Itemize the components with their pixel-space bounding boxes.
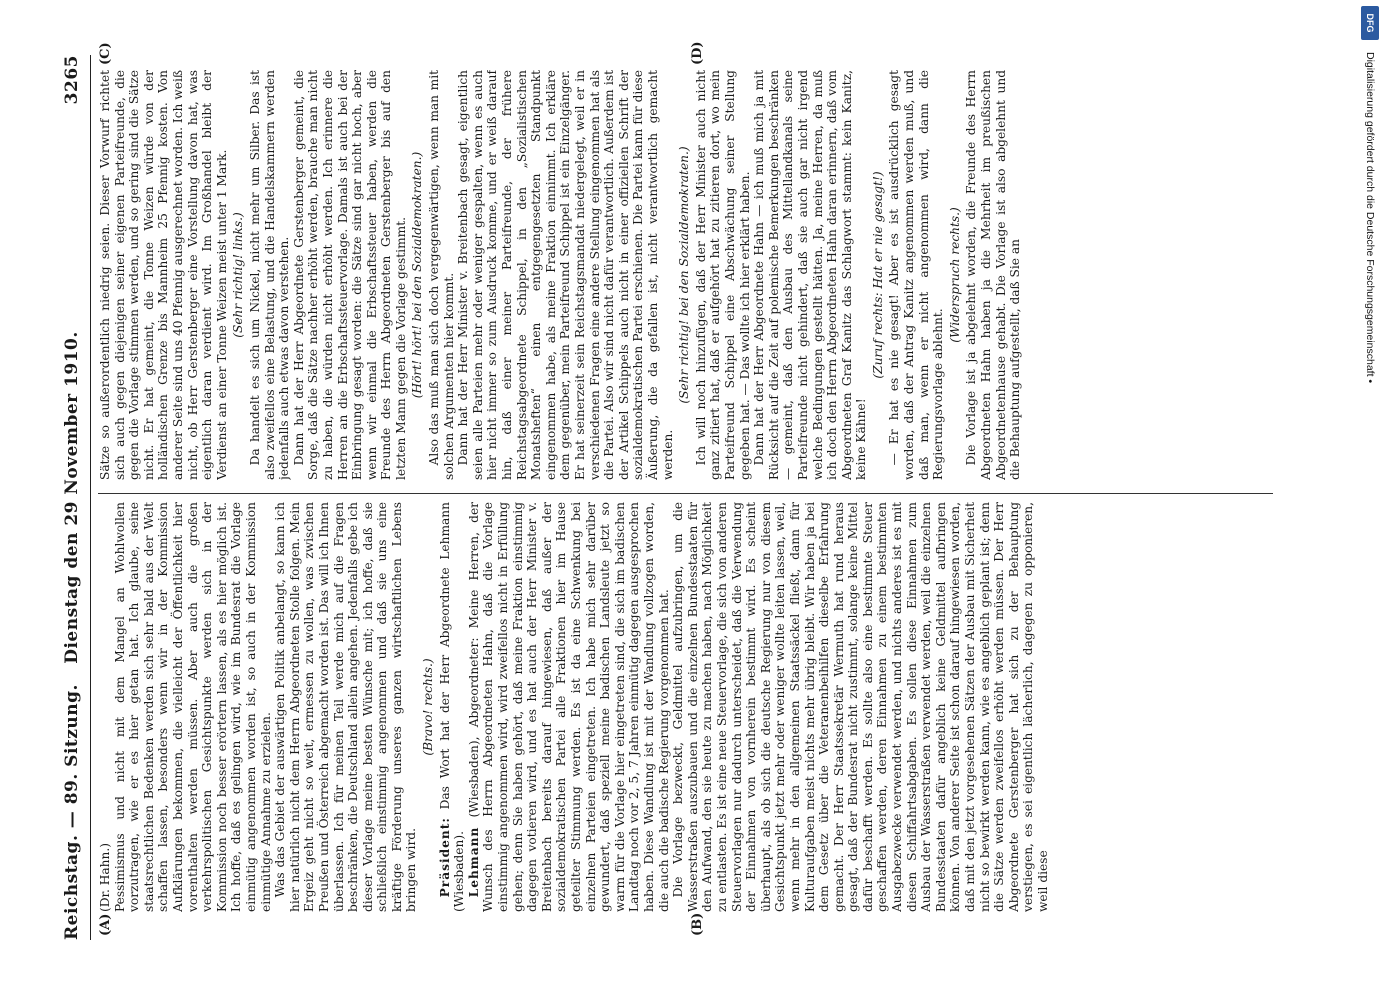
paragraph: Was das Gebiet der auswärtigen Politik anbelangt, so kann ich hier natürlich nicht dem Herrn Abgeordneten Stolle folgen. Mein Ergeiz geht nicht so weit, ermessen zu wollen, was zwischen Preußen und Österreich abgemacht worden ist. Das will ich Ihnen überlassen. Ich für meinen Teil werde mich auf die Fragen beschränken, die Deutschland allein angehen. Jedenfalls gebe ich dieser Vorlage meine besten Wünsche mit; ich hoffe, daß sie schließlich einstimmig angenommen und daß sie uns eine kräftige Förderung unseres ganzen wirtschaftlichen Lebens bringen wird. [273, 502, 419, 912]
interjection: (Hört! hört! bei den Sozialdemokraten.) [410, 151, 425, 399]
paragraph: Die Vorlage ist ja abgelehnt worden, die Freunde des Herrn Abgeordneten Hahn haben ja die Mehrheit im preußischen Abgeordnetenhause gehabt. Die Vorlage ist also abgelehnt und die Behauptung aufgestellt, daß Sie an [964, 70, 1023, 480]
paragraph: Dann hat der Herr Minister v. Breitenbach gesagt, eigentlich seien alle Parteien mehr oder weniger gespalten, wenn es auch hier nicht immer so zum Ausdruck komme, und er weiß darauf hin, daß einer meiner Parteifreunde, der frühere Reichstagsabgeordnete Schippel, in den „Sozialistischen Monatsheften“ einen entgegengesetzten Standpunkt eingenommen habe, als meine Fraktion einnimmt. Ich erkläre dem gegenüber, mein Parteifreund Schippel ist ein Einzelgänger. Er hat seinerzeit sein Reichstagsmandat niedergelegt, weil er in verschiedenen Fragen eine andere Stellung eingenommen hat als die Partei. Also wir sind nicht dafür verantwortlich. Außerdem ist der Artikel Schippels auch nicht in einer offiziellen Schrift der sozialdemokratischen Partei erschienen. Die Partei kann für diese Äußerung, die da gefallen ist, nicht verantwortlich gemacht werden. [456, 70, 675, 480]
header-session: Reichstag. — 89. Sitzung. [62, 684, 82, 940]
president-text: Das Wort hat der Herr Abgeordnete Lehmann (Wiesbaden). [437, 502, 467, 912]
marker-a: (A) [98, 913, 113, 936]
left-column [98, 502, 1273, 912]
paragraph: — Er hat es nie gesagt! Aber es ist ausdrücklich gesagt worden, daß der Antrag Kanitz angenommen werden muß, und daß man, wenn er nicht angenommen wird, dann die Regierungsvorlage ablehnt. [887, 70, 946, 480]
paragraph: Dann hat der Herr Abgeordnete Hahn — ich muß mich ja mit Rücksicht auf die Zeit auf polemische Bemerkungen beschränken — gemeint, daß den Ausbau des Mittellandkanals seine Parteifreunde nicht gehindert, daß sie auch gar nicht irgend welche Bedingungen gestellt hätten. Ja, meine Herren, da muß ich doch den Herrn Abgeordneten Hahn daran erinnern, daß vom Abgeordneten Graf Kanitz das Schlagwort stammt: kein Kanitz, keine Kähne! [752, 70, 869, 480]
column-divider [98, 493, 1273, 494]
digitization-credit: Digitalisierung gefördert durch die Deutsche Forschungsgemeinschaft • [1364, 52, 1376, 384]
marker-b: (B) [690, 912, 705, 936]
right-column [98, 70, 1273, 480]
marker-d: (D) [690, 41, 705, 65]
speech-text: (Wiesbaden), Abgeordneter: Meine Herren, der Wunsch des Herrn Abgeordneten Hahn, daß die Vorlage einstimmig angenommen wird, wird zweifellos nicht in Erfüllung gehen; denn Sie haben gehört, daß meine Fraktion einstimmig dagegen votieren wird, und es hat auch der Herr Minister v. Breitenbach bereits darauf hingewiesen, daß außer der sozialdemokratischen Partei alle Fraktionen hier im Hause geteilter Stimmung werden. Es ist da eine Schwenkung bei einzelnen Parteien eingetreten. Ich habe mich sehr darüber gewundert, daß speziell meine badischen Landsleute jetzt so warm für die Vorlage hier eingetreten sind, die sich im badischen Landtag noch vor 2, 5, 7 Jahren einmütig dagegen ausgesprochen haben. Diese Wandlung ist mit der Wandlung vollzogen worden, die auch die badische Regierung vorgenommen hat. [466, 502, 671, 912]
dfg-credit-sidebar [1357, 0, 1383, 1000]
paragraph: Pessimismus und nicht mit dem Mangel an Wohlwollen vorzutragen, wie er es hier getan hat. Ich glaube, seine staatsrechtlichen Bedenken werden sich sehr bald aus der Welt schaffen lassen, besonders wenn wir in der Kommission Aufklärungen bekommen, die vielleicht der Öffentlichkeit hier vorenthalten werden müssen. Aber auch die großen verkehrspolitischen Gesichtspunkte werden sich in der Kommission noch besser erörtern lassen, als es hier möglich ist. Ich hoffe, daß es gelingen wird, wie im Bundesrat die Vorlage einmütig angenommen worden ist, so auch in der Kommission einmütige Annahme zu erzielen. [112, 502, 273, 912]
paragraph: Sätze so außerordentlich niedrig seien. Dieser Vorwurf richtet sich auch gegen diejenigen seiner eigenen Parteifreunde, die gegen die Vorlage stimmen werden, und so gering sind die Sätze nicht. Er hat gemeint, die Tonne Weizen würde von der holländischen Grenze bis Mannheim 25 Pfennig kosten. Von anderer Seite sind uns 40 Pfennig ausgerechnet worden. Ich weiß nicht, ob Herr Gerstenberger eine Vorstellung davon hat, was eigentlich daran verdient wird. Im Großhandel bleibt der Verdienst an einer Tonne Weizen meist unter 1 Mark. [98, 70, 229, 480]
interjection: (Zuruf rechts: Hat er nie gesagt!) [870, 171, 885, 379]
interjection: (Sehr richtig! bei den Sozialdemokraten.) [677, 146, 692, 404]
paragraph: Da handelt es sich um Nickel, nicht mehr um Silber. Das ist also zweifellos eine Belastung, und die Handelskammern werden jedenfalls auch etwas davon verstehen. [247, 70, 292, 480]
interjection: (Bravo! rechts.) [421, 658, 436, 756]
header-date: Dienstag den 29 November 1910. [62, 331, 82, 664]
header-rule [90, 55, 91, 940]
speaker-label: Präsident: [437, 817, 452, 898]
paragraph: Ich will noch hinzufügen, daß der Herr Minister auch nicht ganz zitiert hat, daß er aufgehört hat zu zitieren dort, wo mein Parteifreund Schippel eine Abschwächung seiner Stellung gegeben hat. — Das wollte ich hier erklärt haben. [693, 70, 752, 480]
lehmann-speech [467, 502, 671, 912]
speaker-label: Lehmann [466, 826, 481, 898]
interjection: (Sehr richtig! links.) [231, 212, 246, 338]
paragraph: Die Vorlage bezweckt, Geldmittel aufzubringen, um die Wasserstraßen auszubauen und die einzelnen Bundesstaaten für den Aufwand, den sie heute zu machen haben, nach Möglichkeit zu entlasten. Es ist eine neue Steuervorlage, die sich von anderen Steuervorlagen nur dadurch unterscheidet, daß die Verwendung der Einnahmen von vornherein bestimmt wird. Es scheint überhaupt, als ob sich die deutsche Regierung nur von diesem Gesichtspunkt jetzt mehr oder weniger wollte leiten lassen, weil, wenn mehr in den allgemeinen Staatssäckel fließt, dann für Kulturaufgaben meist nichts mehr übrig bleibt. Wir haben ja bei dem Gesetz über die Veteranenbeihilfen dieselbe Erfahrung gemacht. Der Herr Staatssekretär Wermuth hat rund heraus gesagt, daß der Bundesrat nicht zustimmt, solange keine Mittel dafür beschafft werden. Es sollte also eine bestimmte Steuer geschaffen werden, deren Einnahmen zu einem bestimmten Ausgabezwecke verwendet werden, und nichts anderes ist es mit diesen Schiffahrtsabgaben. Es sollen diese Einnahmen zum Ausbau der Wasserstraßen verwendet werden, weil die einzelnen Bundesstaaten dafür angeblich keine Geldmittel aufbringen können. Von anderer Seite ist schon darauf hingewiesen worden, daß mit den jetzt vorgesehenen Sätzen der Ausbau mit Sicherheit nicht so bewirkt werden kann, wie es angeblich geplant ist; denn die Sätze werden zweifellos erhöht werden müssen. Der Herr Abgeordnete Gerstenberger hat sich zu der Behauptung verstiegen, es sei eigentlich lächerlich, dagegen zu opponieren, weil diese [671, 502, 1050, 912]
page-number: 3265 [62, 55, 82, 105]
speaker-tag: (Dr. Hahn.) [98, 843, 112, 912]
interjection: (Widerspruch rechts.) [947, 207, 962, 343]
paragraph: Dann hat der Herr Abgeordnete Gerstenberger gemeint, die Sorge, daß die Sätze nachher erhöht werden, brauche man nicht zu haben, die würden nicht erhöht werden. Ich erinnere die Herren an die Erbschaftssteuervorlage. Damals ist auch bei der Einbringung gesagt worden: die Sätze sind gar nicht hoch, aber wenn wir einmal die Erbschaftssteuer haben, werden die Freunde des Herrn Abgeordneten Gerstenberger bis auf den letzten Mann gegen die Vorlage gestimmt. [291, 70, 408, 480]
page-header [62, 55, 88, 940]
paragraph: Also das muß man sich doch vergegenwärtigen, wenn man mit solchen Argumenten hier kommt. [427, 70, 456, 480]
president-line [438, 502, 467, 912]
marker-c: (C) [98, 42, 113, 65]
dfg-logo-text: DFG [1365, 13, 1375, 33]
